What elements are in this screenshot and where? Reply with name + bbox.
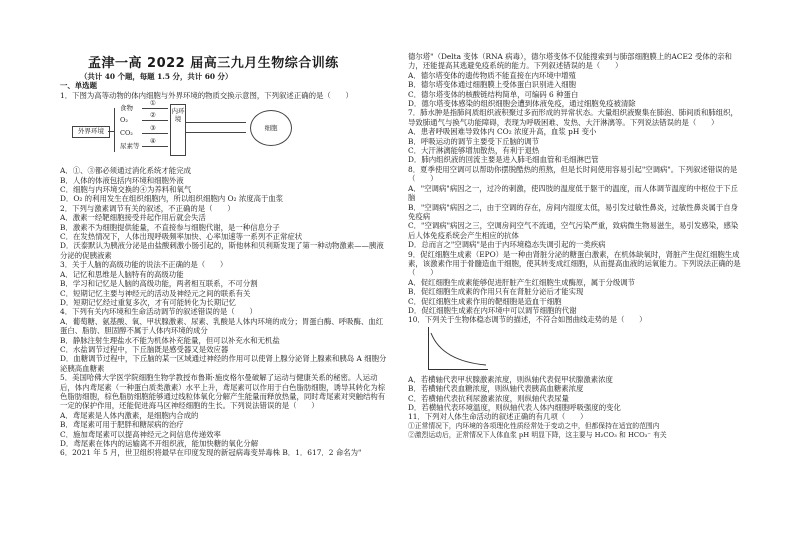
waste-label: 尿素等 — [120, 142, 140, 151]
q-line: 4．下列有关内环境和生命活动调节的叙述错误的是（ ） — [60, 307, 257, 317]
page-title: 孟津一高 2022 届高三九月生物综合训练 — [88, 56, 339, 71]
q-line: A．若横轴代表甲状腺激素浓度，则纵轴代表促甲状腺激素浓度 — [408, 374, 613, 384]
co2-label: CO₂ — [120, 129, 133, 138]
q-line: B．学习和记忆是人脑的高级功能，两者相互联系，不可分割 — [60, 279, 258, 289]
q-line: D．O₂ 的利用发生在组织细胞内，所以组织细胞内 O₂ 浓度高于血浆 — [60, 194, 284, 204]
section-heading: 一、单选题 — [60, 81, 97, 91]
q-line: 9．促红细胞生成素（EPO）是一种由肾脏分泌的糖蛋白激素，在机体缺氧时，肾脏产生促红细胞生成素，该激素作用于骨髓造血干细胞，使其转变成红细胞，从而提高血液的运氧能力。下列说法正确的是（ ） — [408, 249, 741, 278]
q-line: A．葡萄糖、氨基酸、氧、甲状腺激素、尿素、乳酸是人体内环境的成分；胃蛋白酶、呼吸酶、血红蛋白、脂肪、胆固醇不属于人体内环境的成分 — [60, 316, 384, 336]
internal-env-box: 内环境 — [170, 104, 186, 156]
q-line: A．"空调病"病因之一，过冷的刺激，使四肢的温度低于躯干的温度，而人体调节温度的中枢位于下丘脑 — [408, 183, 738, 203]
marker-4: ④ — [150, 137, 156, 146]
q-line: D．若横轴代表环境温度，则纵轴代表人体内细胞呼吸强度的变化 — [408, 403, 621, 412]
q-line: D．肺内组织液的回流主要是进入肺毛细血管和毛细淋巴管 — [408, 155, 599, 165]
diagram-link — [108, 131, 114, 132]
q-line: 3．关于人脑的高级功能的说法不正确的是（ ） — [60, 260, 228, 270]
q-line: A．①、③都必须通过消化系统才能完成 — [60, 166, 191, 176]
diagram-bus — [114, 108, 115, 152]
q-line: C．施加鸢尾素可以提高神经元之间信息传递效率 — [60, 429, 221, 439]
marker-2: ② — [150, 111, 156, 120]
q-line: 6．2021 年 5 月，世卫组织将最早在印度发现的新冠病毒变异毒株 B．1．617．2 命名为" — [60, 448, 362, 458]
q-line: ②激烈运动后，正常情况下人体血浆 pH 明显下降，这主要与 H₂CO₃ 和 HCO₃⁻ 有关 — [408, 431, 667, 440]
q-line: B．呼吸运动的调节主要受下丘脑的调节 — [408, 136, 540, 146]
q-line: D．血糖调节过程中，下丘脑的某一区域通过神经的作用可以使肾上腺分泌肾上腺素和胰岛 A 细胞分泌胰高血糖素 — [60, 354, 387, 373]
q-line: B．"空调病"病因之二，由于空调的存在，房间内湿度太低，易引发过敏性鼻炎，过敏性鼻炎属于自身免疫病 — [408, 202, 739, 221]
q-line: C．"空调病"病因之三，空调房间空气不流通，空气污染严重，致病微生物易滋生，易引发感染，感染后人体免疫系统会产生相应的抗体 — [408, 221, 739, 240]
q-line: A．记忆和思维是人脑特有的高级功能 — [60, 269, 184, 279]
q-line: B．激素不为细胞提供能量，不直接参与细胞代谢，是一种信息分子 — [60, 222, 280, 232]
q-line: B．人体的体液包括内环境和细胞外液 — [60, 175, 184, 185]
right-column — [408, 52, 742, 441]
q-line: 10．下列关于生物体稳态调节的描述，不符合如图曲线走势的是（ ） — [408, 315, 647, 325]
q-line: D．总而言之"空调病"是由于内环境稳态失调引起的一类疾病 — [408, 240, 606, 250]
q-line: B．鸢尾素可用于肥胖和糖尿病的治疗 — [60, 420, 184, 430]
q-line: 德尔塔"（Delta 变体（RNA 病毒），德尔塔变体不仅能搜索到与肺部细胞膜上的ACE2 受体的亲和力，还能提高其逃避免疫系统的能力。下列叙述错误的是（ ） — [408, 52, 732, 71]
q-line: B．若横轴代表血糖浓度，则纵轴代表胰高血糖素浓度 — [408, 384, 584, 394]
q-line: B．德尔塔变体通过细胞膜上受体蛋白识别进入细胞 — [408, 80, 577, 90]
q-line: C．若横轴代表抗利尿激素浓度，则纵轴代表尿量 — [408, 393, 569, 403]
food-label: 食物 — [120, 104, 133, 113]
q-line: C．细胞与内环境交换的④为养料和氧气 — [60, 185, 192, 195]
left-column — [60, 72, 388, 458]
q-line: 5．美国哈佛大学医学院细胞生物学教授布鲁斯·施皮格尔曼破解了运动与健康关系的秘密。人运动后，体内鸢尾素（一种蛋白质类激素）水平上升，鸢尾素可以作用于白色脂肪细胞，诱导其转化为棕色脂肪细胞，棕色脂肪细胞能够通过线粒体氧化分解产生能量而释放热量，同时鸢尾素对突触结构有一定的保护作用，还能促进海马区神经细胞的生长。下列说法错误的是（ ） — [60, 373, 386, 411]
arrow-to-cell — [186, 122, 246, 123]
arrow-from-cell — [186, 132, 246, 133]
cell-ellipse: 细胞 — [250, 110, 292, 146]
trend-graph — [428, 327, 742, 373]
q-line: 7．肺水肿是指肺间质组织液积聚过多而形成的异常状态。大量组织液聚集在肺泡、肺间质和肺组织，导致肺通气与换气功能障碍，表现为呼吸困难、发热、大汗淋漓等。下列说法错误的是（ ） — [408, 108, 738, 127]
q-line: D．德尔塔变体感染的组织细胞会遭到体液免疫，通过细胞免疫被清除 — [408, 99, 636, 109]
q-line: C．德尔塔变体的核酸链结构简单，可编码 6 种蛋白 — [408, 89, 579, 99]
o2-label: O₂ — [120, 116, 128, 125]
q-line: A．激素一经靶细胞接受并起作用后就会失活 — [60, 213, 206, 223]
marker-1: ① — [150, 99, 156, 108]
q-line: D．鸢尾素在体内的运输离不开组织液，能加快糖的氧化分解 — [60, 439, 259, 448]
marker-3: ③ — [150, 124, 156, 133]
q-line: D．沃泰默认为胰液分泌是由盐酸刺激小肠引起的，斯他林和贝利斯发现了第一种动物激素——胰液分泌的促胰液素 — [60, 241, 384, 260]
score-intro: （共计 40 个题，每题 1.5 分，共计 60 分） — [80, 72, 233, 81]
q-line: 2．下列与激素调节有关的叙述，不正确的是（ ） — [60, 203, 235, 213]
q-line: B．促红细胞生成素的作用只有在肾脏分泌后才能实现 — [408, 287, 584, 297]
q-line: 8．夏季使用空调可以帮助你摆脱酷热的煎熬，但是长时间使用容易引起"空调病"。下列叙述错误的是（ ） — [408, 164, 738, 184]
exchange-diagram — [60, 99, 388, 162]
q-line: C．水盐调节过程中，下丘脑既是感受器又是效应器 — [60, 344, 229, 354]
q-line: A．德尔塔变体的遗传物质不能直接在内环境中增殖 — [408, 70, 576, 80]
q-line: B．静脉注射生理盐水不能为机体补充能量，但可以补充水和无机盐 — [60, 335, 280, 345]
q-line: A．促红细胞生成素能够促进肝脏产生红细胞生成酶原，属于分级调节 — [408, 277, 636, 287]
q-line: ①正常情况下，内环境的各项理化性质经常处于变动之中，但都保持在适宜的范围内 — [408, 421, 660, 430]
q-line: 11．下列对人体生命活动的叙述正确的有几项（ ） — [408, 412, 588, 422]
q-line: D．促红细胞生成素在内环境中可以调节细胞的代谢 — [408, 305, 577, 315]
q-line: A．鸢尾素是人体内激素，是细胞内合成的 — [60, 410, 199, 420]
q-line: C．促红细胞生成素作用的靶细胞是造血干细胞 — [408, 296, 562, 306]
q-line: D．短期记忆经过重复多次，才有可能转化为长期记忆 — [60, 297, 236, 307]
q-line: A．患者呼吸困难导致体内 CO₂ 浓度升高，血浆 pH 变小 — [408, 127, 597, 137]
graph-curve — [428, 327, 490, 371]
outer-env-box: 外界环境 — [72, 126, 110, 138]
q-line: C．在发热情况下，人体出现呼吸频率加快、心率加速等一系列不正常症状 — [60, 232, 303, 242]
q-line: C．大汗淋漓能够增加散热，有利于退热 — [408, 146, 540, 156]
q-line: C．短期记忆主要与神经元的活动及神经元之间的联系有关 — [60, 288, 251, 298]
question-1: 1．下图为高等动物的体内细胞与外界环境的物质交换示意图，下列叙述正确的是（ ） — [60, 90, 353, 100]
